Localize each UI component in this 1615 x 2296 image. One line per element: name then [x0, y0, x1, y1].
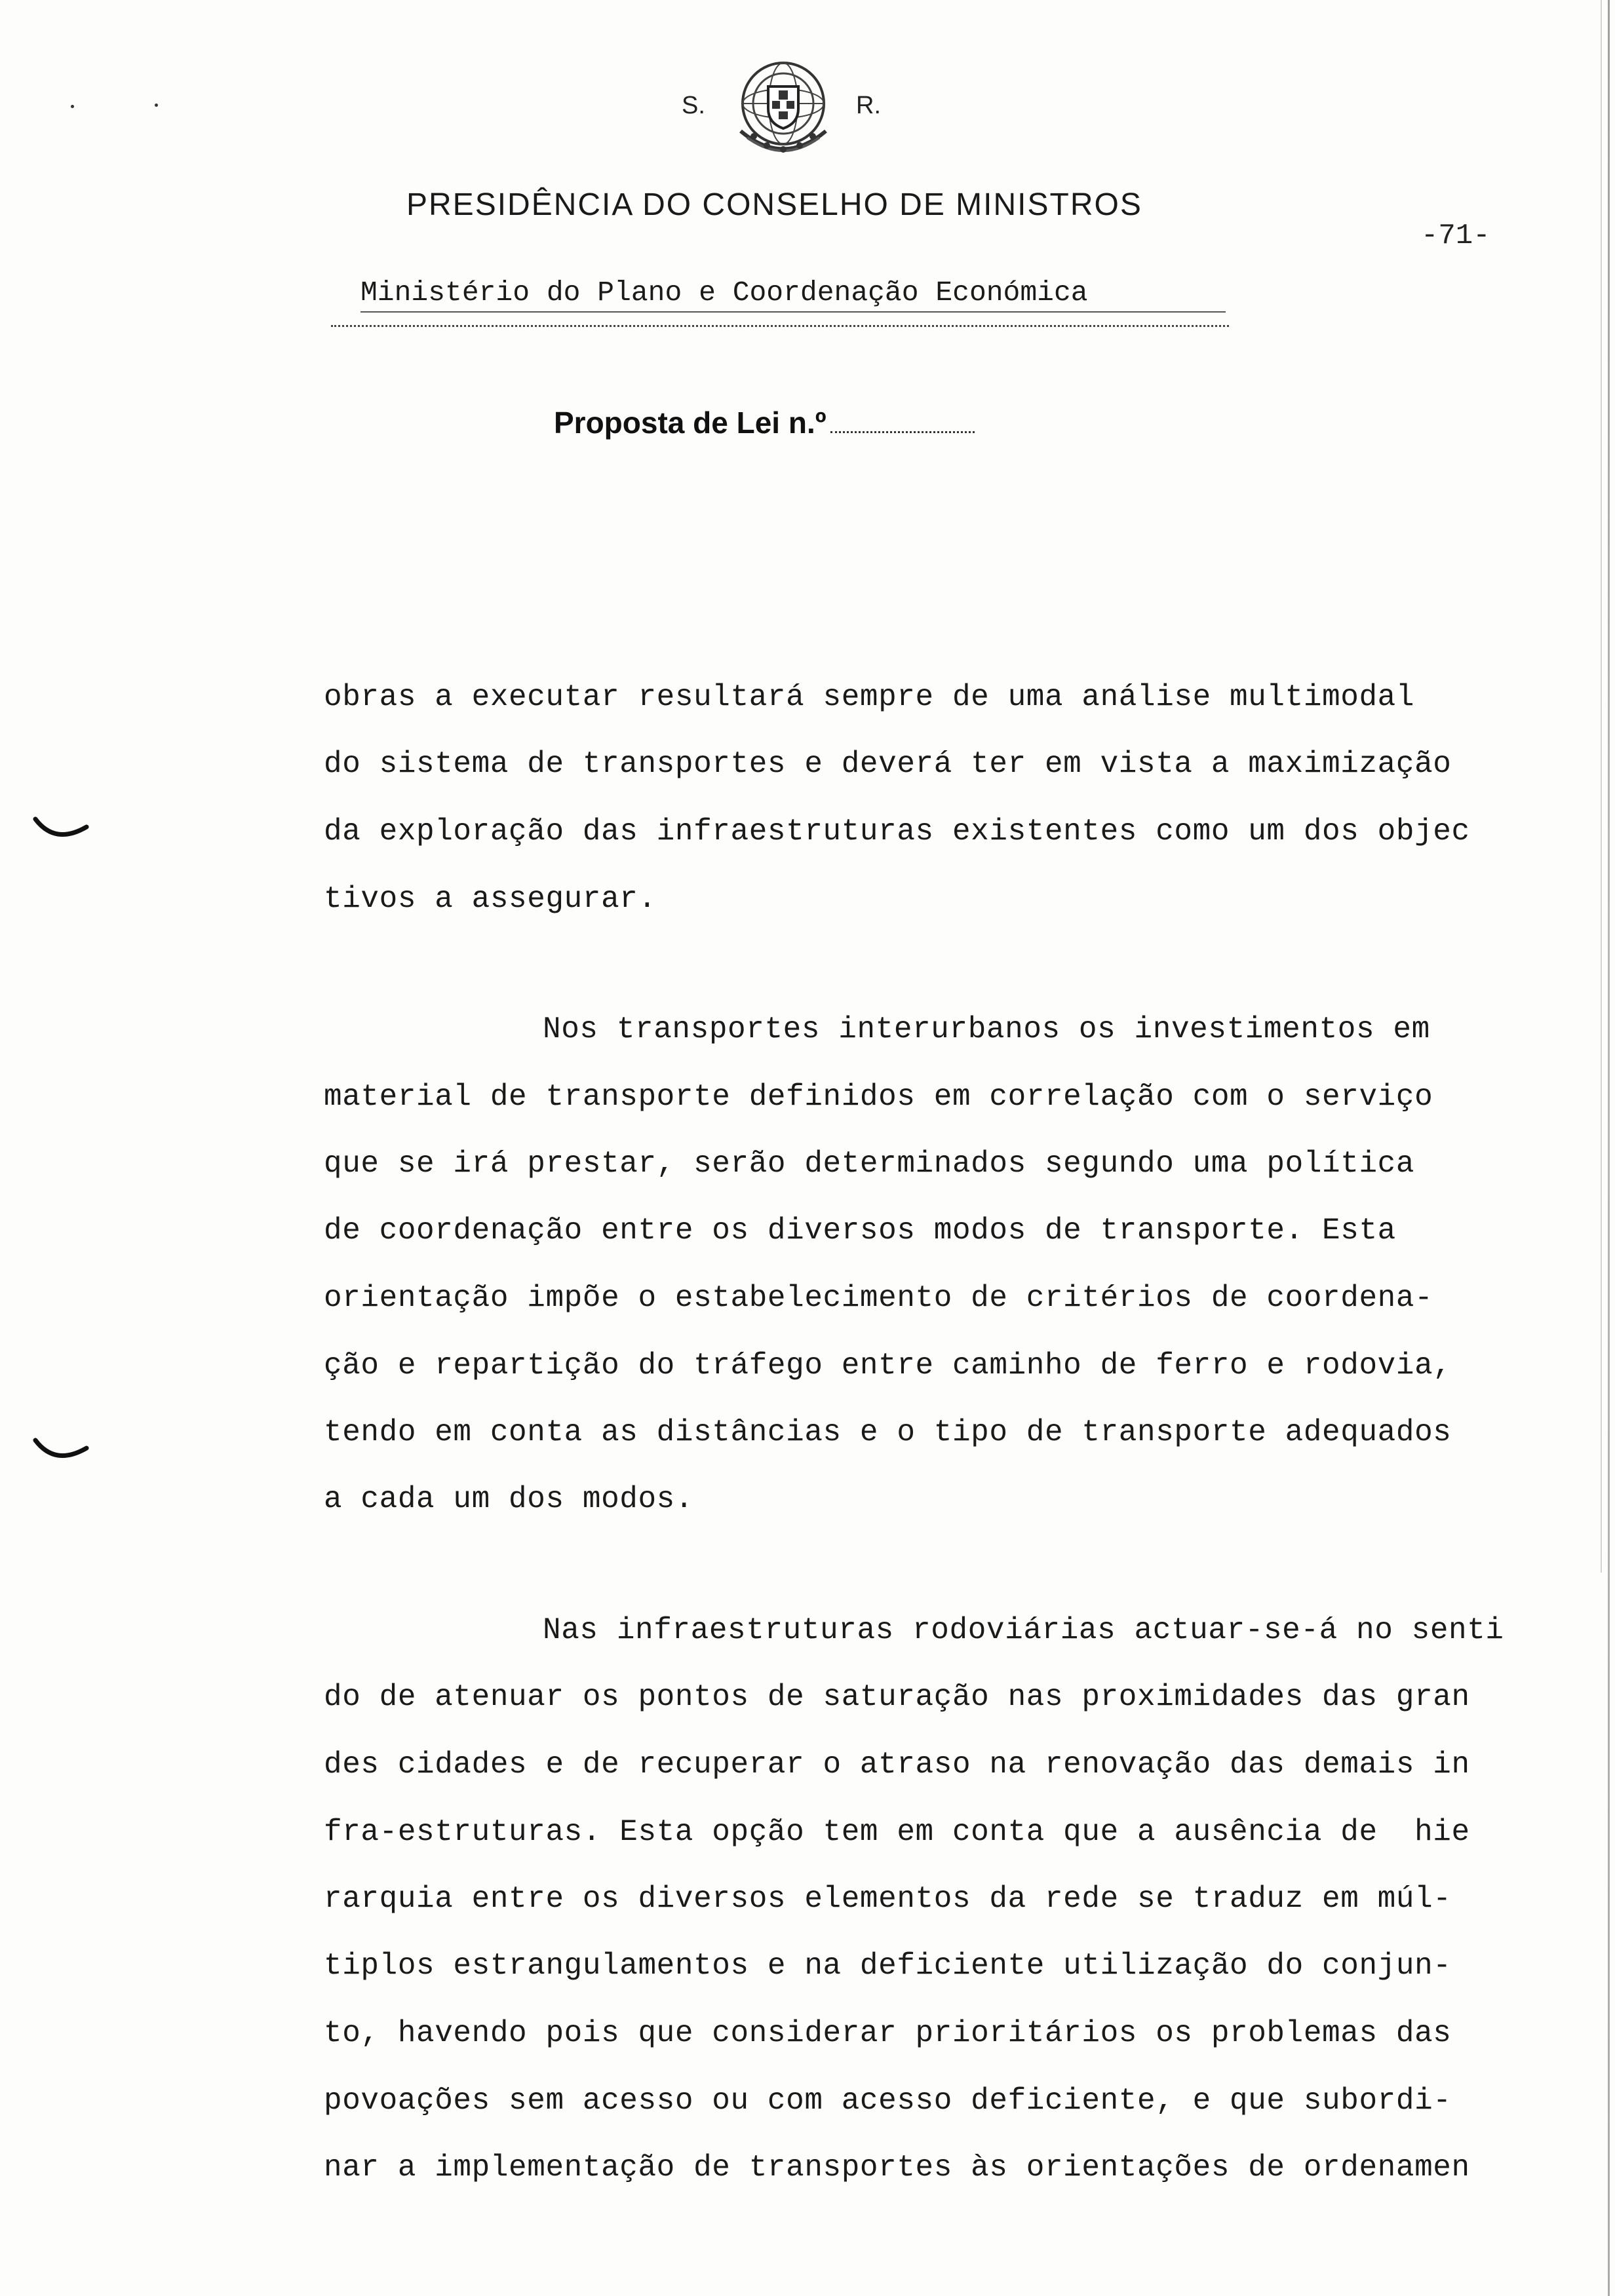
body-line: nar a implementação de transportes às orientações de ordenamen — [324, 2151, 1470, 2185]
body-line: Nos transportes interurbanos os investimentos em — [543, 1012, 1430, 1046]
scan-edge — [1608, 0, 1610, 2296]
page-number: -71- — [1421, 220, 1490, 252]
body-line: tendo em conta as distâncias e o tipo de transporte adequados — [324, 1415, 1452, 1449]
body-line: tivos a assegurar. — [324, 882, 657, 916]
body-line: povoações sem acesso ou com acesso deficiente, e que subordi- — [324, 2084, 1452, 2118]
body-line: fra-estruturas. Esta opção tem em conta que a ausência de hie — [324, 1815, 1470, 1849]
ministry-name: Ministério do Plano e Coordenação Económica — [360, 277, 1088, 309]
body-line: obras a executar resultará sempre de uma análise multimodal — [324, 680, 1415, 714]
proposta-label: Proposta de Lei n.º — [554, 406, 827, 440]
body-line: da exploração das infraestruturas existentes como um dos objec — [324, 814, 1470, 849]
body-line: de coordenação entre os diversos modos de transporte. Esta — [324, 1214, 1396, 1248]
sr-right-letter: R. — [856, 92, 881, 119]
scan-speck — [71, 105, 74, 108]
body-line: do sistema de transportes e deverá ter em vista a maximização — [324, 747, 1452, 781]
proposta-de-lei-line — [554, 405, 975, 440]
body-line: Nas infraestruturas rodoviárias actuar-se-á no senti — [543, 1613, 1504, 1647]
ministry-dotted-rule — [331, 325, 1229, 327]
coat-of-arms-seal — [728, 52, 839, 164]
body-line: a cada um dos modos. — [324, 1482, 694, 1516]
body-line: do de atenuar os pontos de saturação nas proximidades das gran — [324, 1680, 1470, 1714]
sr-left-letter: S. — [682, 92, 705, 119]
body-line: ção e repartição do tráfego entre caminho de ferro e rodovia, — [324, 1349, 1452, 1383]
body-line: to, havendo pois que considerar prioritários os problemas das — [324, 2016, 1452, 2050]
margin-hook-mark — [31, 1434, 90, 1473]
margin-hook-mark — [31, 813, 90, 852]
scan-speck — [155, 104, 158, 107]
header-title: PRESIDÊNCIA DO CONSELHO DE MINISTROS — [406, 187, 1142, 222]
ministry-underline — [360, 311, 1226, 313]
header-seal-row — [655, 52, 918, 170]
body-line: tiplos estrangulamentos e na deficiente utilização do conjun- — [324, 1949, 1452, 1983]
body-line: des cidades e de recuperar o atraso na renovação das demais in — [324, 1748, 1470, 1782]
body-line: orientação impõe o estabelecimento de critérios de coordena- — [324, 1281, 1433, 1315]
proposta-number-blank — [830, 431, 975, 433]
body-line: rarquia entre os diversos elementos da rede se traduz em múl- — [324, 1882, 1452, 1916]
body-line: que se irá prestar, serão determinados segundo uma política — [324, 1147, 1415, 1181]
scan-edge-inner — [1601, 0, 1602, 1573]
body-line: material de transporte definidos em correlação com o serviço — [324, 1080, 1433, 1114]
